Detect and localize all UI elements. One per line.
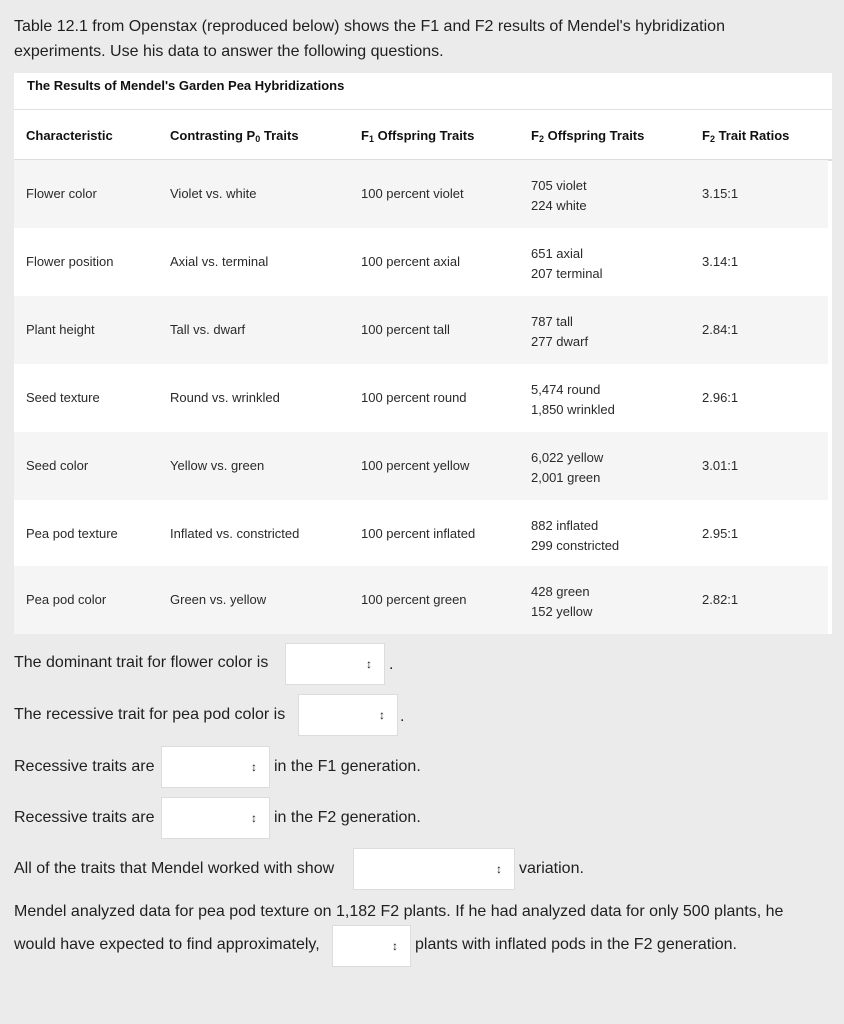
- cell-f2-recessive: 207 terminal: [531, 266, 603, 281]
- question-recessive-f1: Recessive traits are: [14, 758, 155, 775]
- cell-contrasting: Green vs. yellow: [170, 592, 267, 607]
- header-contrasting-prefix: Contrasting P: [170, 128, 256, 143]
- results-table: [14, 73, 832, 634]
- cell-ratio: 3.15:1: [702, 186, 739, 201]
- cell-characteristic: Flower position: [26, 254, 114, 269]
- cell-contrasting: Axial vs. terminal: [170, 254, 269, 269]
- header-ratio-prefix: F: [702, 128, 710, 143]
- cell-f2-dominant: 6,022 yellow: [531, 450, 604, 465]
- header-f2-prefix: F: [531, 128, 539, 143]
- cell-f2: [531, 244, 603, 284]
- inflated-pods-count-select[interactable]: [332, 925, 411, 967]
- header-f1-sub: 1: [368, 134, 374, 144]
- question-3-suffix: in the F1 generation.: [274, 758, 421, 775]
- cell-ratio: 2.95:1: [702, 526, 739, 541]
- cell-f2: [531, 176, 587, 216]
- table-row: [14, 228, 828, 296]
- up-down-arrows-icon: ↕: [496, 862, 502, 876]
- cell-contrasting: Round vs. wrinkled: [170, 390, 280, 405]
- table-row: [14, 566, 828, 634]
- cell-f2-recessive: 224 white: [531, 198, 587, 213]
- up-down-arrows-icon: ↕: [251, 760, 257, 774]
- cell-f1: 100 percent green: [361, 592, 467, 607]
- question-variation: All of the traits that Mendel worked with show: [14, 860, 335, 877]
- header-f2: [531, 128, 644, 144]
- question-4-suffix: in the F2 generation.: [274, 809, 421, 826]
- up-down-arrows-icon: ↕: [366, 657, 372, 671]
- table-row: [14, 364, 828, 432]
- table-caption: The Results of Mendel's Garden Pea Hybridizations: [27, 78, 345, 93]
- cell-ratio: 2.82:1: [702, 592, 739, 607]
- cell-f1: 100 percent yellow: [361, 458, 470, 473]
- cell-characteristic: Seed texture: [26, 390, 100, 405]
- question-pod-texture-line-2: would have expected to find approximately,: [14, 936, 320, 953]
- cell-f2-dominant: 787 tall: [531, 314, 573, 329]
- cell-ratio: 2.96:1: [702, 390, 739, 405]
- header-f2-suffix: Offspring Traits: [543, 128, 645, 143]
- header-f2-sub: 2: [538, 134, 544, 144]
- question-6-suffix: plants with inflated pods in the F2 generation.: [415, 936, 737, 953]
- caption-divider: [14, 109, 832, 110]
- table-header-row: [14, 113, 832, 161]
- intro-line-2: experiments. Use his data to answer the following questions.: [14, 43, 444, 60]
- cell-characteristic: Pea pod texture: [26, 526, 118, 541]
- header-contrasting-sub: 0: [255, 134, 261, 144]
- cell-f1: 100 percent violet: [361, 186, 464, 201]
- header-contrasting: [170, 128, 299, 144]
- up-down-arrows-icon: ↕: [379, 708, 385, 722]
- cell-f1: 100 percent inflated: [361, 526, 476, 541]
- recessive-pod-color-select[interactable]: [298, 694, 398, 736]
- dominant-flower-color-select[interactable]: [285, 643, 385, 685]
- header-contrasting-suffix: Traits: [260, 128, 299, 143]
- cell-f2-dominant: 882 inflated: [531, 518, 599, 533]
- cell-characteristic: Plant height: [26, 322, 95, 337]
- cell-characteristic: Flower color: [26, 186, 97, 201]
- cell-contrasting: Inflated vs. constricted: [170, 526, 300, 541]
- cell-f2: [531, 312, 588, 352]
- question-recessive-f2: Recessive traits are: [14, 809, 155, 826]
- cell-f2: [531, 582, 592, 622]
- header-ratio: [702, 128, 789, 144]
- cell-ratio: 2.84:1: [702, 322, 739, 337]
- header-f1-suffix: Offspring Traits: [373, 128, 475, 143]
- cell-f2-dominant: 5,474 round: [531, 382, 601, 397]
- cell-f1: 100 percent round: [361, 390, 467, 405]
- up-down-arrows-icon: ↕: [392, 939, 398, 953]
- cell-ratio: 3.14:1: [702, 254, 739, 269]
- cell-f2: [531, 516, 619, 556]
- cell-ratio: 3.01:1: [702, 458, 739, 473]
- cell-f2-recessive: 152 yellow: [531, 604, 593, 619]
- header-f1-prefix: F: [361, 128, 369, 143]
- question-1-period: .: [389, 656, 394, 673]
- table-row: [14, 160, 828, 228]
- cell-characteristic: Seed color: [26, 458, 89, 473]
- cell-f2-dominant: 428 green: [531, 584, 590, 599]
- table-row: [14, 296, 828, 364]
- cell-f2-recessive: 277 dwarf: [531, 334, 589, 349]
- up-down-arrows-icon: ↕: [251, 811, 257, 825]
- header-ratio-sub: 2: [709, 134, 715, 144]
- cell-f2-dominant: 705 violet: [531, 178, 587, 193]
- cell-f2: [531, 448, 603, 488]
- cell-f2-recessive: 2,001 green: [531, 470, 601, 485]
- table-row: [14, 500, 828, 568]
- header-characteristic: Characteristic: [26, 128, 113, 143]
- header-f1: [361, 128, 474, 144]
- header-ratio-suffix: Trait Ratios: [714, 128, 790, 143]
- cell-f2-recessive: 299 constricted: [531, 538, 620, 553]
- cell-f2-dominant: 651 axial: [531, 246, 584, 261]
- variation-select[interactable]: [353, 848, 515, 890]
- cell-contrasting: Tall vs. dwarf: [170, 322, 246, 337]
- cell-f2: [531, 380, 615, 420]
- question-5-suffix: variation.: [519, 860, 584, 877]
- cell-f1: 100 percent axial: [361, 254, 461, 269]
- intro-line-1: Table 12.1 from Openstax (reproduced below) shows the F1 and F2 results of Mendel's hybridization: [14, 18, 725, 35]
- recessive-f1-select[interactable]: [161, 746, 270, 788]
- cell-characteristic: Pea pod color: [26, 592, 107, 607]
- question-dominant-flower-color: The dominant trait for flower color is: [14, 654, 269, 671]
- recessive-f2-select[interactable]: [161, 797, 270, 839]
- cell-f1: 100 percent tall: [361, 322, 450, 337]
- question-recessive-pod-color: The recessive trait for pea pod color is: [14, 706, 286, 723]
- question-pod-texture-line-1: Mendel analyzed data for pea pod texture on 1,182 F2 plants. If he had analyzed data for only 500 plants, he: [14, 903, 784, 920]
- question-2-period: .: [400, 708, 405, 725]
- table-row: [14, 432, 828, 500]
- cell-contrasting: Violet vs. white: [170, 186, 257, 201]
- intro-text: [14, 14, 814, 64]
- cell-f2-recessive: 1,850 wrinkled: [531, 402, 615, 417]
- cell-contrasting: Yellow vs. green: [170, 458, 265, 473]
